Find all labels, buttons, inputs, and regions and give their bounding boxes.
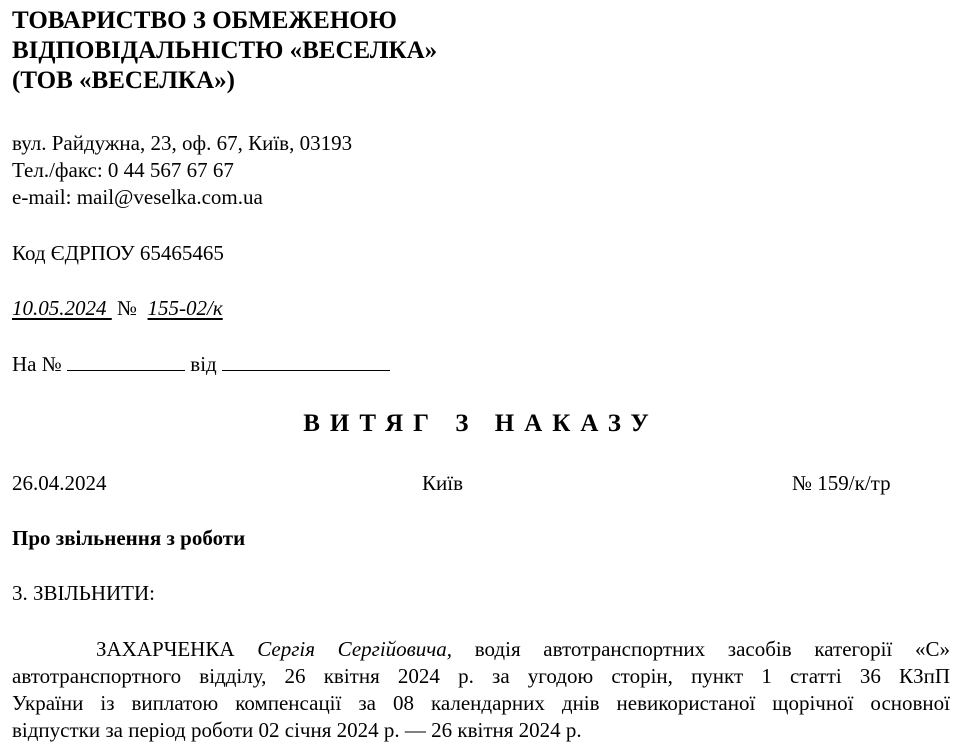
email: e-mail: mail@veselka.com.ua <box>12 185 263 209</box>
body-line-3: України із виплатою компенсації за 08 календарних днів невикористаної щорічної основної <box>12 691 950 715</box>
outgoing-number: 155-02/к <box>147 296 223 320</box>
order-date: 26.04.2024 <box>12 471 107 495</box>
body-line-2: автотранспортного відділу, 26 квітня 2024 р. за угодою сторін, пункт 1 статті 36 КЗпП <box>12 664 950 688</box>
document-title: ВИТЯГ З НАКАЗУ <box>303 410 659 437</box>
org-name-line-2: ВІДПОВІДАЛЬНІСТЮ «ВЕСЕЛКА» <box>12 37 438 64</box>
incoming-date-blank <box>222 350 390 371</box>
incoming-number-blank <box>67 350 185 371</box>
outgoing-date: 10.05.2024 <box>12 296 112 320</box>
employee-surname: ЗАХАРЧЕНКА <box>96 637 235 661</box>
edrpou-code: Код ЄДРПОУ 65465465 <box>12 241 224 265</box>
org-name-line-3: (ТОВ «ВЕСЕЛКА») <box>12 67 235 94</box>
incoming-reference <box>12 350 390 378</box>
organization-name <box>12 6 712 96</box>
outgoing-registration <box>12 295 223 322</box>
address: вул. Райдужна, 23, оф. 67, Київ, 03193 <box>12 131 353 155</box>
employee-name: Сергія Сергійовича, <box>257 637 453 661</box>
incoming-from-label: від <box>190 352 217 376</box>
body-line-4: відпустки за період роботи 02 січня 2024 р. — 26 квітня 2024 р. <box>12 718 582 742</box>
order-number: № 159/к/тр <box>792 471 891 495</box>
incoming-number-label: На № <box>12 352 62 376</box>
body-line-1-rest: водія автотранспортних засобів категорії «С» <box>474 637 950 661</box>
org-name-line-1: ТОВАРИСТВО З ОБМЕЖЕНОЮ <box>12 7 397 34</box>
order-subject: Про звільнення з роботи <box>12 526 246 550</box>
order-body <box>12 636 950 744</box>
contacts-block <box>12 130 352 211</box>
number-sign: № <box>117 296 138 320</box>
phone-fax: Тел./факс: 0 44 567 67 67 <box>12 158 234 182</box>
body-line-1 <box>12 636 950 663</box>
order-city: Київ <box>422 471 463 495</box>
order-point: 3. ЗВІЛЬНИТИ: <box>12 581 155 605</box>
